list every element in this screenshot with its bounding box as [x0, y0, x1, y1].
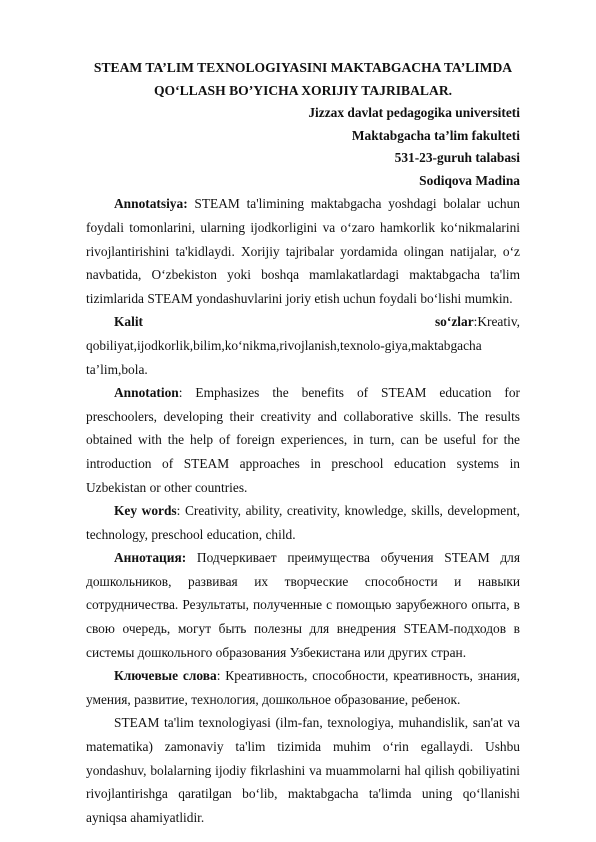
body-paragraph-1: STEAM ta'lim texnologiyasi (ilm-fan, texnologiya, muhandislik, san'at va matematika) zamonaviy ta'lim tizimida muhim o‘rin egallaydi. Ushbu yondashuv, bolalarning ijodiy fikrlashini va muammolarni hal qilish qobiliyatini rivojlantirishga qaratilgan bo‘lib, maktabgacha ta'limda uning qo‘llanishi ayniqsa ahamiyatlidir.: [86, 715, 520, 825]
annotation-en-text: : Emphasizes the benefits of STEAM education for preschoolers, developing their creativity and collaborative skills. The results obtained with the help of foreign experiences, in turn, can be useful for the introduction of STEAM approaches in preschool education systems in Uzbekistan or other countries.: [86, 385, 520, 495]
annotatsiya-label: Annotatsiya:: [114, 196, 188, 212]
annotation-en-paragraph: [86, 381, 520, 499]
annotatsiya-text: STEAM ta'limining maktabgacha yoshdagi bolalar uchun foydali tomonlarini, ularning ijodkorligini va o‘zaro hamkorlik ko‘nikmalarini rivojlantirishini ta'kidlaydi. Xorijiy tajribalar yordamida olingan natijalar, o‘z navbatida, O‘zbekiston yoki boshqa mamlakatlardagi maktabgacha ta'lim tizimlarida STEAM yondashuvlarini joriy etish uchun foydali bo‘lishi mumkin.: [86, 196, 520, 306]
kalit-sozlar-label: Kalit so‘zlar: [114, 314, 474, 330]
key-words-ru-label: Ключевые слова: [114, 668, 217, 684]
annotation-ru-text: Подчеркивает преимущества обучения STEAM для дошкольников, развивая их творческие способности и навыки сотрудничества. Результаты, полученные с помощью зарубежного опыта, в свою очередь, могут быть полезны для внедрения STEAM-подходов в системы дошкольного образования Узбекистана или других стран.: [86, 550, 520, 660]
author-group: 531-23-guruh talabasi: [394, 150, 520, 166]
annotation-en-label: Annotation: [114, 385, 179, 401]
author-name: Sodiqova Madina: [419, 172, 520, 188]
key-words-ru-paragraph: [86, 664, 520, 711]
author-university: Jizzax davlat pedagogika universiteti: [308, 105, 520, 120]
kalit-sozlar-paragraph: [86, 310, 520, 381]
annotatsiya-paragraph: [86, 192, 520, 310]
paper-title-line-2: QO‘LLASH BO’YICHA XORIJIY TAJRIBALAR.: [153, 83, 453, 98]
annotation-ru-paragraph: [86, 546, 520, 664]
author-block: [86, 102, 520, 192]
paper-title-line-1: STEAM TA’LIM TEXNOLOGIYASINI MAKTABGACHA TA’LIMDA: [93, 60, 513, 75]
key-words-ru-text: : Креативность, способности, креативность, знания, умения, развитие, технология, дошкольное образование, ребенок.: [86, 668, 520, 707]
author-faculty: Maktabgacha ta’lim fakulteti: [351, 127, 520, 143]
annotation-ru-label: Аннотация:: [114, 550, 187, 566]
key-words-en-paragraph: [86, 499, 520, 546]
kalit-sozlar-text: :Kreativ, qobiliyat,ijodkorlik,bilim,ko‘nikma,rivojlanish,texnolo-giya,maktabgacha ta’lim,bola.: [86, 314, 520, 377]
key-words-en-label: Key words: [114, 503, 177, 519]
key-words-en-text: : Creativity, ability, creativity, knowledge, skills, development, technology, preschool education, child.: [86, 503, 520, 542]
